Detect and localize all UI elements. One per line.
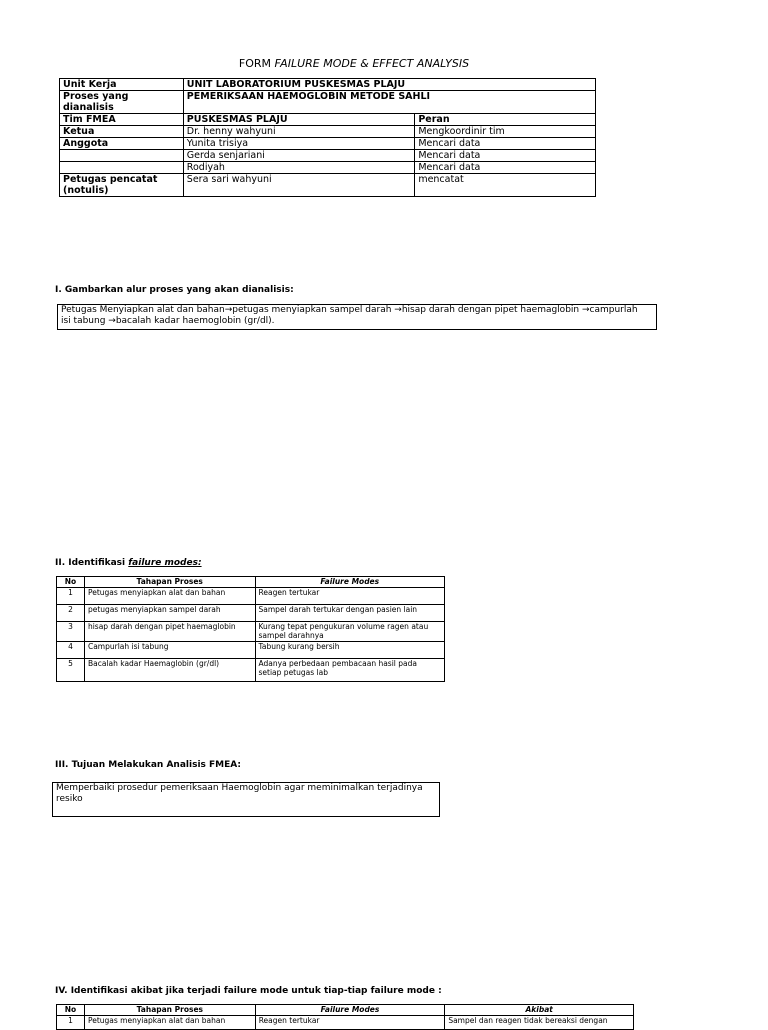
table-header-row bbox=[57, 577, 445, 588]
table-row bbox=[57, 659, 445, 682]
cell-no: 2 bbox=[57, 605, 85, 622]
cell-failure: Kurang tepat pengukuran volume ragen atau sampel darahnya bbox=[255, 622, 444, 642]
cell-no: 1 bbox=[57, 588, 85, 605]
section1-heading: I. Gambarkan alur proses yang akan dianalisis: bbox=[55, 285, 294, 295]
table-row bbox=[60, 79, 596, 91]
table-row bbox=[57, 588, 445, 605]
ketua-name: Dr. henny wahyuni bbox=[183, 126, 415, 138]
cell-no: 3 bbox=[57, 622, 85, 642]
section1-box bbox=[57, 304, 657, 330]
cell-tahapan: Petugas menyiapkan alat dan bahan bbox=[84, 588, 255, 605]
tim-label: Tim FMEA bbox=[60, 114, 184, 126]
cell-akibat: Sampel dan reagen tidak bereaksi dengan bbox=[445, 1016, 634, 1030]
col-no: No bbox=[57, 1005, 85, 1016]
section3-heading: III. Tujuan Melakukan Analisis FMEA: bbox=[55, 760, 242, 770]
table-row bbox=[57, 642, 445, 659]
cell-tahapan: petugas menyiapkan sampel darah bbox=[84, 605, 255, 622]
unit-label: Unit Kerja bbox=[60, 79, 184, 91]
table-row bbox=[57, 622, 445, 642]
tim-value: PUSKESMAS PLAJU bbox=[183, 114, 415, 126]
failure-modes-table bbox=[56, 576, 445, 682]
proses-value: PEMERIKSAAN HAEMOGLOBIN METODE SAHLI bbox=[183, 91, 595, 114]
form-title-italic: FAILURE MODE & EFFECT ANALYSIS bbox=[274, 57, 470, 70]
col-no: No bbox=[57, 577, 85, 588]
col-failure: Failure Modes bbox=[255, 1005, 445, 1016]
member-name: Rodiyah bbox=[183, 162, 415, 174]
effects-table bbox=[56, 1004, 634, 1030]
form-title-prefix: FORM bbox=[238, 57, 275, 70]
form-title bbox=[0, 57, 708, 70]
section4-heading: IV. Identifikasi akibat jika terjadi failure mode untuk tiap-tiap failure mode : bbox=[55, 986, 442, 996]
col-tahapan: Tahapan Proses bbox=[84, 1005, 255, 1016]
section2-heading bbox=[55, 558, 202, 568]
table-row bbox=[57, 605, 445, 622]
table-row bbox=[60, 126, 596, 138]
cell-failure: Tabung kurang bersih bbox=[255, 642, 444, 659]
info-table bbox=[59, 78, 596, 197]
cell-no: 4 bbox=[57, 642, 85, 659]
cell-failure: Adanya perbedaan pembacaan hasil pada setiap petugas lab bbox=[255, 659, 444, 682]
notulis-name: Sera sari wahyuni bbox=[183, 174, 415, 197]
member-name: Gerda senjariani bbox=[183, 150, 415, 162]
cell-failure: Reagen tertukar bbox=[255, 1016, 445, 1030]
empty-cell bbox=[60, 150, 184, 162]
notulis-label: Petugas pencatat (notulis) bbox=[60, 174, 184, 197]
member-role: Mencari data bbox=[415, 150, 596, 162]
ketua-role: Mengkoordinir tim bbox=[415, 126, 596, 138]
col-akibat: Akibat bbox=[445, 1005, 634, 1016]
cell-failure: Sampel darah tertukar dengan pasien lain bbox=[255, 605, 444, 622]
cell-tahapan: Campurlah isi tabung bbox=[84, 642, 255, 659]
peran-label: Peran bbox=[415, 114, 596, 126]
table-row bbox=[60, 174, 596, 197]
cell-tahapan: Petugas menyiapkan alat dan bahan bbox=[84, 1016, 255, 1030]
member-role: Mencari data bbox=[415, 138, 596, 150]
col-failure: Failure Modes bbox=[255, 577, 444, 588]
cell-no: 1 bbox=[57, 1016, 85, 1030]
cell-no: 5 bbox=[57, 659, 85, 682]
table-row bbox=[60, 91, 596, 114]
cell-tahapan: hisap darah dengan pipet haemaglobin bbox=[84, 622, 255, 642]
anggota-label: Anggota bbox=[60, 138, 184, 150]
cell-tahapan: Bacalah kadar Haemaglobin (gr/dl) bbox=[84, 659, 255, 682]
ketua-label: Ketua bbox=[60, 126, 184, 138]
cell-failure: Reagen tertukar bbox=[255, 588, 444, 605]
member-name: Yunita trisiya bbox=[183, 138, 415, 150]
member-role: Mencari data bbox=[415, 162, 596, 174]
unit-value: UNIT LABORATORIUM PUSKESMAS PLAJU bbox=[183, 79, 595, 91]
section2-heading-prefix: II. Identifikasi bbox=[55, 558, 129, 568]
section3-text: Memperbaiki prosedur pemeriksaan Haemoglobin agar meminimalkan terjadinya resiko bbox=[56, 783, 423, 804]
table-row bbox=[60, 162, 596, 174]
table-header-row bbox=[57, 1005, 634, 1016]
empty-cell bbox=[60, 162, 184, 174]
table-row bbox=[60, 138, 596, 150]
table-row bbox=[60, 114, 596, 126]
section2-heading-link: failure modes: bbox=[128, 558, 202, 568]
col-tahapan: Tahapan Proses bbox=[84, 577, 255, 588]
table-row bbox=[57, 1016, 634, 1030]
proses-label: Proses yang dianalisis bbox=[60, 91, 184, 114]
notulis-role: mencatat bbox=[415, 174, 596, 197]
section1-text: Petugas Menyiapkan alat dan bahan→petugas menyiapkan sampel darah →hisap darah dengan pipet haemaglobin →campurlah isi tabung →bacalah kadar haemoglobin (gr/dl). bbox=[61, 305, 638, 326]
section3-box bbox=[52, 782, 440, 817]
table-row bbox=[60, 150, 596, 162]
